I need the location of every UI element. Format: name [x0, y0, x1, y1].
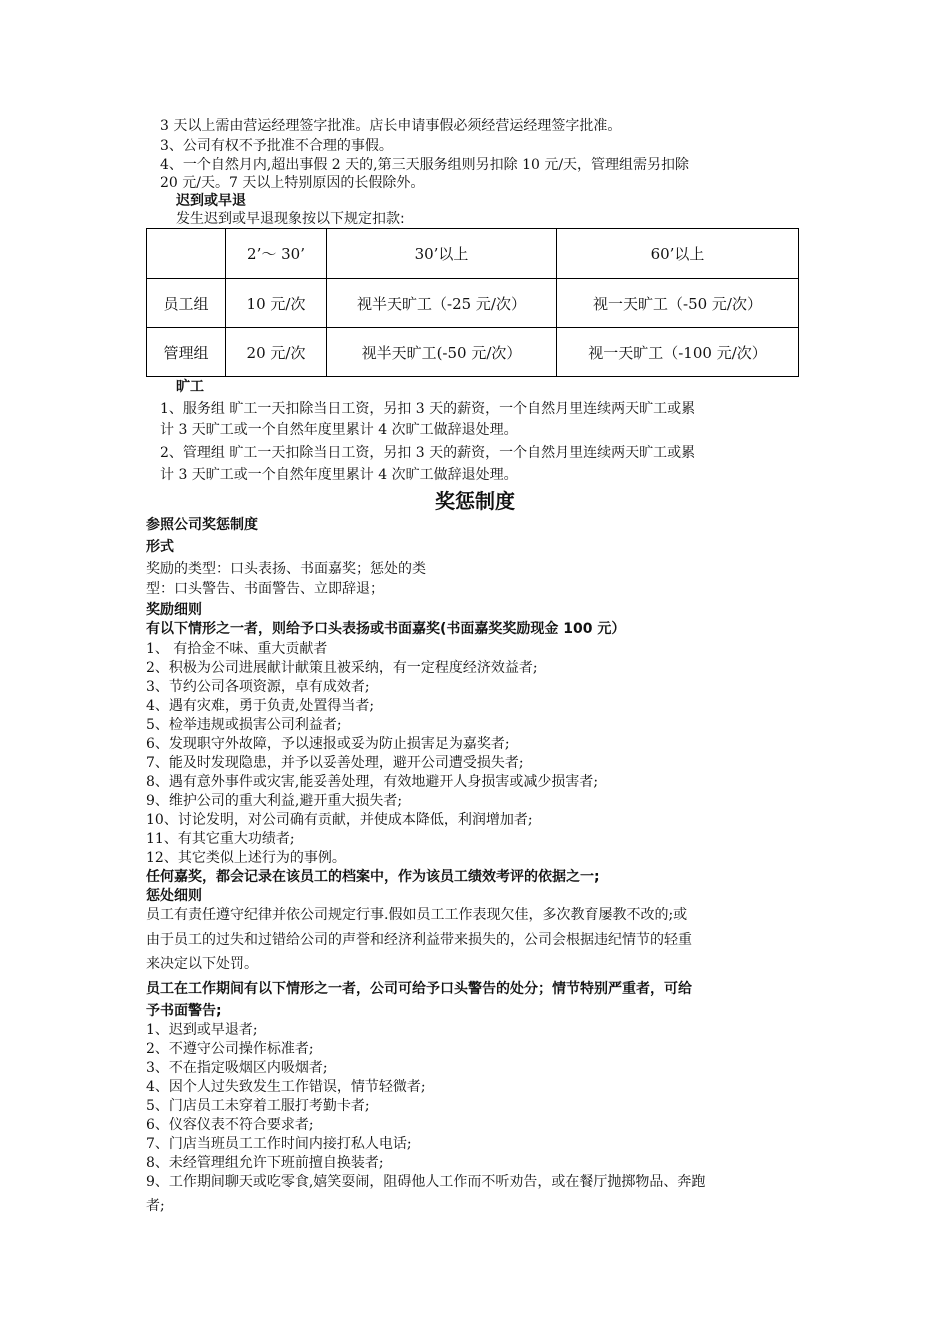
- list-item: 3、不在指定吸烟区内吸烟者;: [146, 1060, 328, 1076]
- lateness-heading: 迟到或早退: [176, 193, 246, 209]
- leave-line-3b: 20 元/天。7 天以上特别原因的长假除外。: [160, 175, 425, 191]
- list-item: 3、节约公司各项资源，卓有成效者;: [146, 679, 370, 695]
- absence-heading: 旷工: [176, 379, 204, 395]
- punishment-para-3: 来决定以下处罚。: [146, 956, 258, 972]
- list-item: 1、 有拾金不味、重大贡献者: [146, 641, 328, 657]
- list-item: 5、检举违规或损害公司利益者;: [146, 717, 342, 733]
- list-item: 8、遇有意外事件或灾害,能妥善处理，有效地避开人身损害或减少损害者;: [146, 774, 599, 790]
- list-item-continuation: 者;: [146, 1198, 165, 1214]
- table-header-row: [147, 229, 799, 279]
- list-item: 12、其它类似上述行为的事例。: [146, 850, 346, 866]
- list-item: 2、积极为公司进展献计献策且被采纳，有一定程度经济效益者;: [146, 660, 538, 676]
- absence-item-1b: 计 3 天旷工或一个自然年度里累计 4 次旷工做辞退处理。: [160, 422, 518, 438]
- section-title: 奖惩制度: [435, 489, 515, 513]
- absence-item-1a: 1、服务组 旷工一天扣除当日工资，另扣 3 天的薪资，一个自然月里连续两天旷工或累: [160, 401, 696, 417]
- table-cell: 管理组: [147, 328, 226, 377]
- table-header-cell: 2’～ 30’: [226, 229, 327, 279]
- table-row: [147, 328, 799, 377]
- penalty-table: [146, 228, 799, 377]
- form-line-2: 型：口头警告、书面警告、立即辞退；: [146, 581, 384, 597]
- reward-detail-heading: 奖励细则: [146, 602, 202, 618]
- warning-line-a: 员工在工作期间有以下情形之一者，公司可给予口头警告的处分；情节特别严重者，可给: [146, 981, 692, 997]
- table-cell: 20 元/次: [226, 328, 327, 377]
- list-item: 11、有其它重大功绩者;: [146, 831, 295, 847]
- punishment-para-1: 员工有责任遵守纪律并依公司规定行事.假如员工工作表现欠佳，多次教育屡教不改的;或: [146, 907, 688, 923]
- table-cell: 视一天旷工（-50 元/次）: [557, 279, 799, 328]
- punishment-para-2: 由于员工的过失和过错给公司的声誉和经济利益带来损失的，公司会根据违纪情节的轻重: [146, 932, 692, 948]
- table-cell: 视半天旷工(-50 元/次）: [327, 328, 557, 377]
- punishment-heading: 惩处细则: [146, 888, 202, 904]
- table-header-cell: 60’以上: [557, 229, 799, 279]
- lateness-intro: 发生迟到或早退现象按以下规定扣款:: [176, 211, 405, 227]
- record-note: 任何嘉奖，都会记录在该员工的档案中，作为该员工绩效考评的依据之一;: [146, 869, 600, 885]
- list-item: 2、不遵守公司操作标准者;: [146, 1041, 314, 1057]
- form-line-1: 奖励的类型：口头表扬、书面嘉奖；惩处的类: [146, 561, 426, 577]
- list-item: 6、发现职守外故障，予以速报或妥为防止损害足为嘉奖者;: [146, 736, 510, 752]
- list-item: 9、维护公司的重大利益,避开重大损失者;: [146, 793, 403, 809]
- warning-line-b: 予书面警告;: [146, 1003, 222, 1019]
- table-header-cell: [147, 229, 226, 279]
- absence-item-2b: 计 3 天旷工或一个自然年度里累计 4 次旷工做辞退处理。: [160, 467, 518, 483]
- list-item: 1、迟到或早退者;: [146, 1022, 258, 1038]
- list-item: 4、遇有灾难，勇于负责,处置得当者;: [146, 698, 375, 714]
- leave-line-3a: 4、一个自然月内,超出事假 2 天的,第三天服务组则另扣除 10 元/天，管理组需另扣除: [160, 157, 690, 173]
- absence-item-2a: 2、管理组 旷工一天扣除当日工资，另扣 3 天的薪资，一个自然月里连续两天旷工或累: [160, 445, 696, 461]
- form-heading: 形式: [146, 539, 174, 555]
- table-cell: 视半天旷工（-25 元/次）: [327, 279, 557, 328]
- reference-line: 参照公司奖惩制度: [146, 517, 258, 533]
- reward-detail-intro: 有以下情形之一者，则给予口头表扬或书面嘉奖(书面嘉奖奖励现金 100 元）: [146, 621, 626, 637]
- table-row: [147, 279, 799, 328]
- leave-line-2: 3、公司有权不予批准不合理的事假。: [160, 138, 393, 154]
- leave-line-1: 3 天以上需由营运经理签字批准。店长申请事假必须经营运经理签字批准。: [160, 118, 622, 134]
- list-item: 10、讨论发明，对公司确有贡献，并使成本降低，利润增加者;: [146, 812, 533, 828]
- table-cell: 视一天旷工（-100 元/次）: [557, 328, 799, 377]
- list-item: 8、未经管理组允许下班前擅自换装者;: [146, 1155, 384, 1171]
- list-item: 7、门店当班员工工作时间内接打私人电话;: [146, 1136, 412, 1152]
- table-cell: 员工组: [147, 279, 226, 328]
- list-item: 4、因个人过失致发生工作错误，情节轻微者;: [146, 1079, 426, 1095]
- list-item: 5、门店员工未穿着工服打考勤卡者;: [146, 1098, 370, 1114]
- table-header-cell: 30’以上: [327, 229, 557, 279]
- list-item: 7、能及时发现隐患，并予以妥善处理，避开公司遭受损失者;: [146, 755, 524, 771]
- list-item: 9、工作期间聊天或吃零食,嬉笑耍闹，阻碍他人工作而不听劝告，或在餐厅抛掷物品、奔跑: [146, 1174, 706, 1190]
- table-cell: 10 元/次: [226, 279, 327, 328]
- list-item: 6、仪容仪表不符合要求者;: [146, 1117, 314, 1133]
